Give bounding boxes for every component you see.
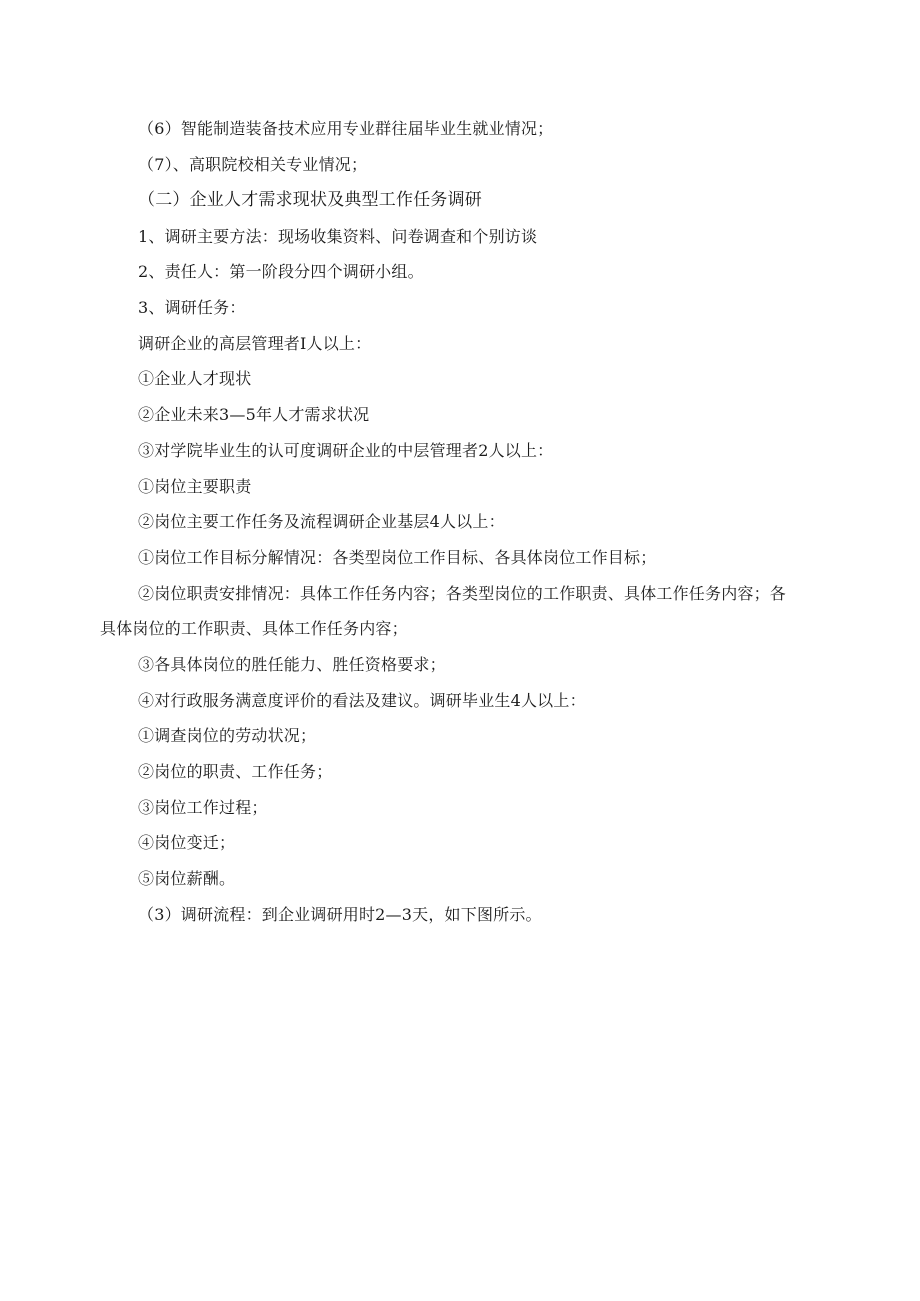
paragraph-line-15: 具体岗位的工作职责、具体工作任务内容；: [100, 619, 408, 638]
paragraph-line-11: ①岗位主要职责: [138, 477, 252, 496]
paragraph-line-7: 调研企业的高层管理者I人以上：: [138, 334, 372, 353]
paragraph-line-4: 1、调研主要方法：现场收集资料、问卷调查和个别访谈: [138, 227, 538, 246]
paragraph-line-13: ①岗位工作目标分解情况：各类型岗位工作目标、各具体岗位工作目标；: [138, 548, 657, 567]
paragraph-line-22: ⑤岗位薪酬。: [138, 869, 236, 888]
paragraph-line-16: ③各具体岗位的胜任能力、胜任资格要求；: [138, 655, 446, 674]
paragraph-line-12: ②岗位主要工作任务及流程调研企业基层4人以上：: [138, 512, 505, 531]
paragraph-line-20: ③岗位工作过程；: [138, 798, 268, 817]
paragraph-line-5: 2、责任人：第一阶段分四个调研小组。: [138, 262, 424, 281]
paragraph-line-14: ②岗位职责安排情况：具体工作任务内容；各类型岗位的工作职责、具体工作任务内容；各: [138, 584, 787, 603]
paragraph-line-21: ④岗位变迁；: [138, 833, 236, 852]
paragraph-line-9: ②企业未来3—5年人才需求状况: [138, 405, 370, 424]
paragraph-line-6: 3、调研任务：: [138, 298, 246, 317]
paragraph-line-2: （7）、高职院校相关专业情况；: [138, 155, 368, 174]
paragraph-line-1: （6）智能制造装备技术应用专业群往届毕业生就业情况；: [138, 119, 554, 138]
paragraph-line-8: ①企业人才现状: [138, 369, 252, 388]
paragraph-line-17: ④对行政服务满意度评价的看法及建议。调研毕业生4人以上：: [138, 691, 586, 710]
section-heading: （二）企业人才需求现状及典型工作任务调研: [138, 190, 482, 210]
paragraph-line-19: ②岗位的职责、工作任务；: [138, 762, 333, 781]
paragraph-line-23: （3）调研流程：到企业调研用时2—3天，如下图所示。: [138, 905, 542, 924]
paragraph-line-18: ①调查岗位的劳动状况；: [138, 726, 317, 745]
paragraph-line-10: ③对学院毕业生的认可度调研企业的中层管理者2人以上：: [138, 441, 554, 460]
